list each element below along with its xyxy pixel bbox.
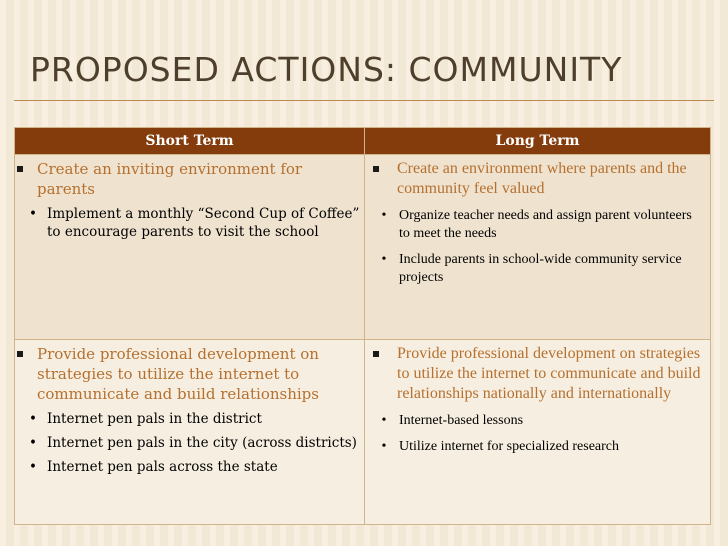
sub-bullet [367,207,706,243]
cell-long-term [365,155,711,340]
round-bullet-icon: • [381,252,387,267]
main-bullet-text: Provide professional development on strategies to utilize the internet to communicate and build relationships [37,345,319,403]
sub-bullet [17,410,360,428]
cell-short-term [15,155,365,340]
main-bullet-text: Provide professional development on strategies to utilize the internet to communicate and build relationships nationally and internationally [397,345,701,402]
square-bullet-icon [17,166,23,172]
sub-bullet-text: Internet pen pals across the state [47,459,278,475]
sub-bullet-text: Utilize internet for specialized research [399,439,619,454]
main-bullet [17,159,360,199]
table-row [15,340,711,525]
round-bullet-icon: • [381,413,387,428]
actions-table [14,127,711,525]
sub-bullet-text: Internet pen pals in the city (across districts) [47,435,357,451]
sub-bullet-text: Include parents in school-wide community service projects [399,252,682,285]
title-divider [14,100,714,101]
round-bullet-icon: • [29,206,37,222]
round-bullet-icon: • [29,459,37,475]
cell-long-term [365,340,711,525]
table-row [15,155,711,340]
sub-bullet [17,458,360,476]
sub-bullet [17,434,360,452]
sub-bullet [367,412,706,430]
sub-bullet [17,205,360,241]
sub-bullet-text: Implement a monthly “Second Cup of Coffee” to encourage parents to visit the school [47,206,360,240]
sub-bullet-text: Organize teacher needs and assign parent volunteers to meet the needs [399,208,692,241]
sub-bullet [367,251,706,287]
cell-short-term [15,340,365,525]
round-bullet-icon: • [29,435,37,451]
round-bullet-icon: • [381,208,387,223]
main-bullet [367,344,706,404]
main-bullet-text: Create an inviting environment for parents [37,160,303,198]
main-bullet [367,159,706,199]
round-bullet-icon: • [29,411,37,427]
main-bullet-text: Create an environment where parents and the community feel valued [397,160,687,197]
main-bullet [17,344,360,404]
sub-bullet-text: Internet-based lessons [399,413,524,428]
table-header-row [15,128,711,155]
square-bullet-icon [17,351,23,357]
slide-title: PROPOSED ACTIONS: COMMUNITY [30,50,623,89]
sub-bullet-text: Internet pen pals in the district [47,411,262,427]
sub-bullet [367,438,706,456]
square-bullet-icon [373,351,379,357]
header-short-term: Short Term [15,128,365,155]
square-bullet-icon [373,166,379,172]
header-long-term: Long Term [365,128,711,155]
round-bullet-icon: • [381,439,387,454]
